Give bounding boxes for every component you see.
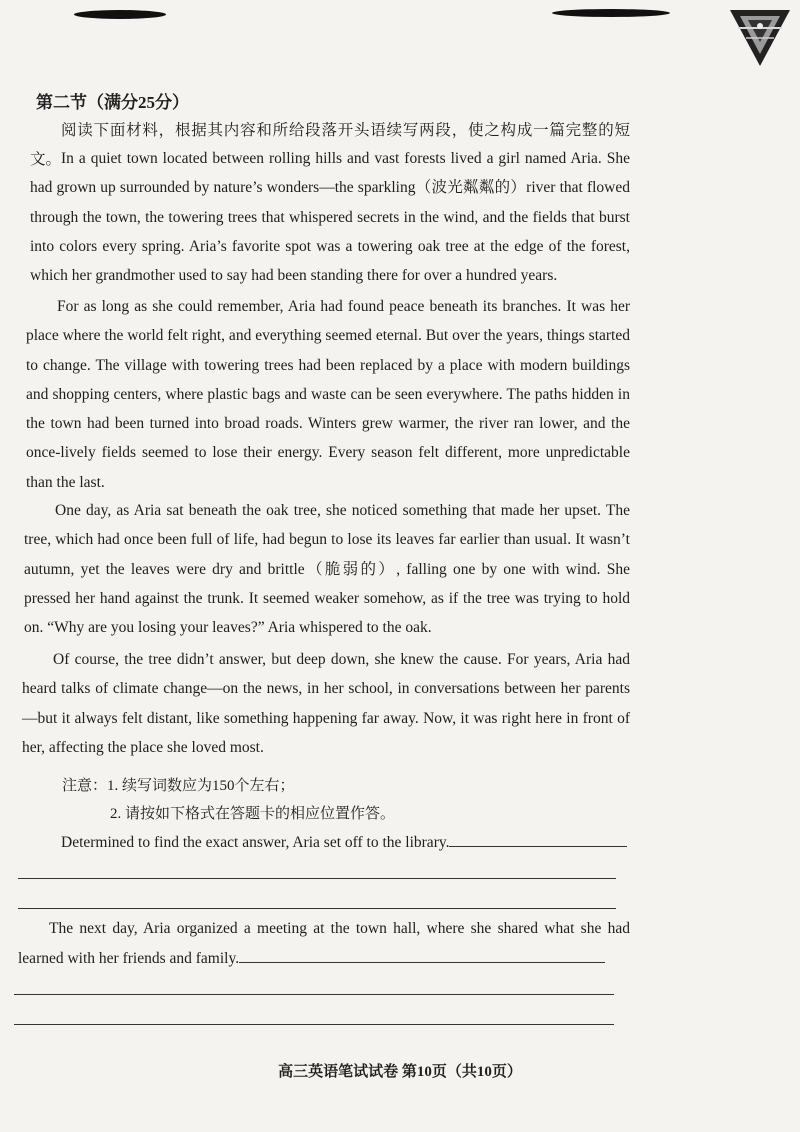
answer-line-1[interactable] [18,878,616,879]
passage-paragraph-2: For as long as she could remember, Aria had found peace beneath its branches. It was her place where the world felt right, and everything seemed eternal. But over the years, things started to change. The village with towering trees had been replaced by a place with modern buildings and shopping centers, where plastic bags and waste can be seen everywhere. The paths hidden in the town had been turned into broad roads. Winters grew warmer, the river ran lower, and the once-lively fields seemed to lose their energy. Every season felt different, more unpredictable than the last. [26,298,630,491]
section-title: 第二节（满分25分） [36,93,189,112]
answer-line-3[interactable] [14,994,614,995]
note-word-count: 注意：1. 续写词数应为150个左右； [62,778,295,794]
page-footer: 高三英语笔试试卷 第10页（共10页） [278,1064,522,1080]
starter-sentence-1: Determined to find the exact answer, Aria set off to the library. [61,834,450,851]
corner-logo-icon [728,8,792,68]
task-instruction: 阅读下面材料，根据其内容和所给段落开头语续写两段，使之构成一篇完整的短文。 [30,122,630,169]
scan-shadow-mark-left [74,10,166,19]
answer-blank-inline-1[interactable] [449,845,627,847]
passage-paragraph-4: Of course, the tree didn’t answer, but deep down, she knew the cause. For years, Aria had heard talks of climate change—on the news, in her school, in conversations between her parents—but it always felt distant, like something happening far away. Now, it was right here in front of her, affecting the place she loved most. [22,651,630,756]
starter-sentence-2: The next day, Aria organized a meeting at the town hall, where she shared what she had learned with her friends and family. [18,920,630,967]
note-answer-format: 2. 请按如下格式在答题卡的相应位置作答。 [110,806,396,822]
answer-blank-inline-2[interactable] [239,961,605,963]
notes-block [62,772,395,828]
answer-line-2[interactable] [18,908,616,909]
starter-paragraph-1 [30,828,630,858]
scan-shadow-mark-right [552,9,670,17]
passage-paragraph-1: In a quiet town located between rolling hills and vast forests lived a girl named Aria. She had grown up surrounded by nature’s wonders—the sparkling（波光粼粼的）river that flowed through the town, the towering trees that whispered secrets in the wind, and the fields that burst into colors every spring. Aria’s favorite spot was a towering oak tree at the edge of the forest, which her grandmother used to say had been standing there for over a hundred years. [30,150,630,285]
starter-paragraph-2 [18,914,630,974]
answer-line-4[interactable] [14,1024,614,1025]
passage-paragraph-3: One day, as Aria sat beneath the oak tree, she noticed something that made her upset. The tree, which had once been full of life, had begun to lose its leaves far earlier than usual. It wasn’t autumn, yet the leaves were dry and brittle（脆弱的）, falling one by one with wind. She pressed her hand against the trunk. It seemed weaker somehow, as if the tree was trying to hold on. “Why are you losing your leaves?” Aria whispered to the oak. [24,502,630,637]
